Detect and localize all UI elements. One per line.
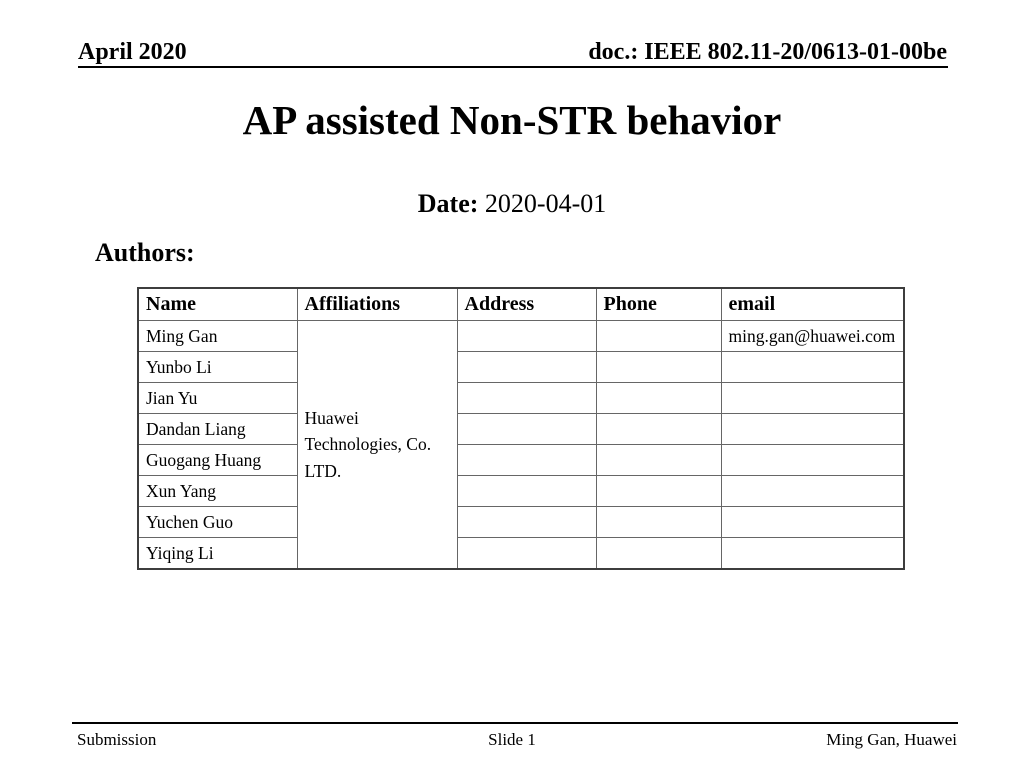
author-row (138, 476, 904, 507)
col-header-name: Name (138, 288, 297, 321)
author-row (138, 352, 904, 383)
address-cell (457, 476, 596, 507)
author-name-cell: Guogang Huang (138, 445, 297, 476)
email-cell (721, 507, 904, 538)
col-header-affiliations: Affiliations (297, 288, 457, 321)
authors-heading: Authors: (95, 238, 195, 267)
author-row (138, 414, 904, 445)
footer-rule (72, 722, 958, 724)
author-name-cell: Yiqing Li (138, 538, 297, 570)
email-cell (721, 383, 904, 414)
email-cell (721, 352, 904, 383)
header-doc-number: doc.: IEEE 802.11-20/0613-01-00be (588, 39, 947, 65)
col-header-address: Address (457, 288, 596, 321)
footer-submission: Submission (77, 730, 157, 749)
phone-cell (596, 383, 721, 414)
address-cell (457, 538, 596, 570)
email-cell (721, 445, 904, 476)
author-name-cell: Ming Gan (138, 321, 297, 352)
phone-cell (596, 507, 721, 538)
address-cell (457, 507, 596, 538)
phone-cell (596, 538, 721, 570)
author-name-cell: Xun Yang (138, 476, 297, 507)
affiliation-line: Huawei (304, 408, 359, 429)
phone-cell (596, 414, 721, 445)
footer-author: Ming Gan, Huawei (826, 730, 957, 749)
address-cell (457, 321, 596, 352)
email-cell (721, 476, 904, 507)
author-row (138, 383, 904, 414)
footer-slide-number: Slide 1 (488, 730, 536, 749)
affiliation-cell (297, 321, 457, 570)
header-date: April 2020 (78, 39, 187, 65)
author-name-cell: Dandan Liang (138, 414, 297, 445)
author-row (138, 445, 904, 476)
phone-cell (596, 352, 721, 383)
phone-cell (596, 321, 721, 352)
table-header-row (138, 288, 904, 321)
col-header-phone: Phone (596, 288, 721, 321)
author-row (138, 538, 904, 570)
phone-cell (596, 445, 721, 476)
authors-table (137, 287, 905, 570)
phone-cell (596, 476, 721, 507)
slide-title: AP assisted Non-STR behavior (242, 97, 782, 143)
address-cell (457, 352, 596, 383)
author-name-cell: Yuchen Guo (138, 507, 297, 538)
author-name-cell: Yunbo Li (138, 352, 297, 383)
date-line (0, 189, 1024, 219)
author-name-cell: Jian Yu (138, 383, 297, 414)
date-label: Date: (417, 189, 479, 218)
address-cell (457, 445, 596, 476)
email-cell (721, 414, 904, 445)
header-rule (78, 66, 948, 68)
col-header-email: email (721, 288, 904, 321)
date-value: 2020-04-01 (484, 189, 607, 218)
author-row (138, 507, 904, 538)
address-cell (457, 383, 596, 414)
affiliation-line: Technologies, Co. (304, 434, 432, 455)
email-cell: ming.gan@huawei.com (721, 321, 904, 352)
email-cell (721, 538, 904, 570)
author-row (138, 321, 904, 352)
affiliation-line: LTD. (304, 460, 342, 481)
address-cell (457, 414, 596, 445)
